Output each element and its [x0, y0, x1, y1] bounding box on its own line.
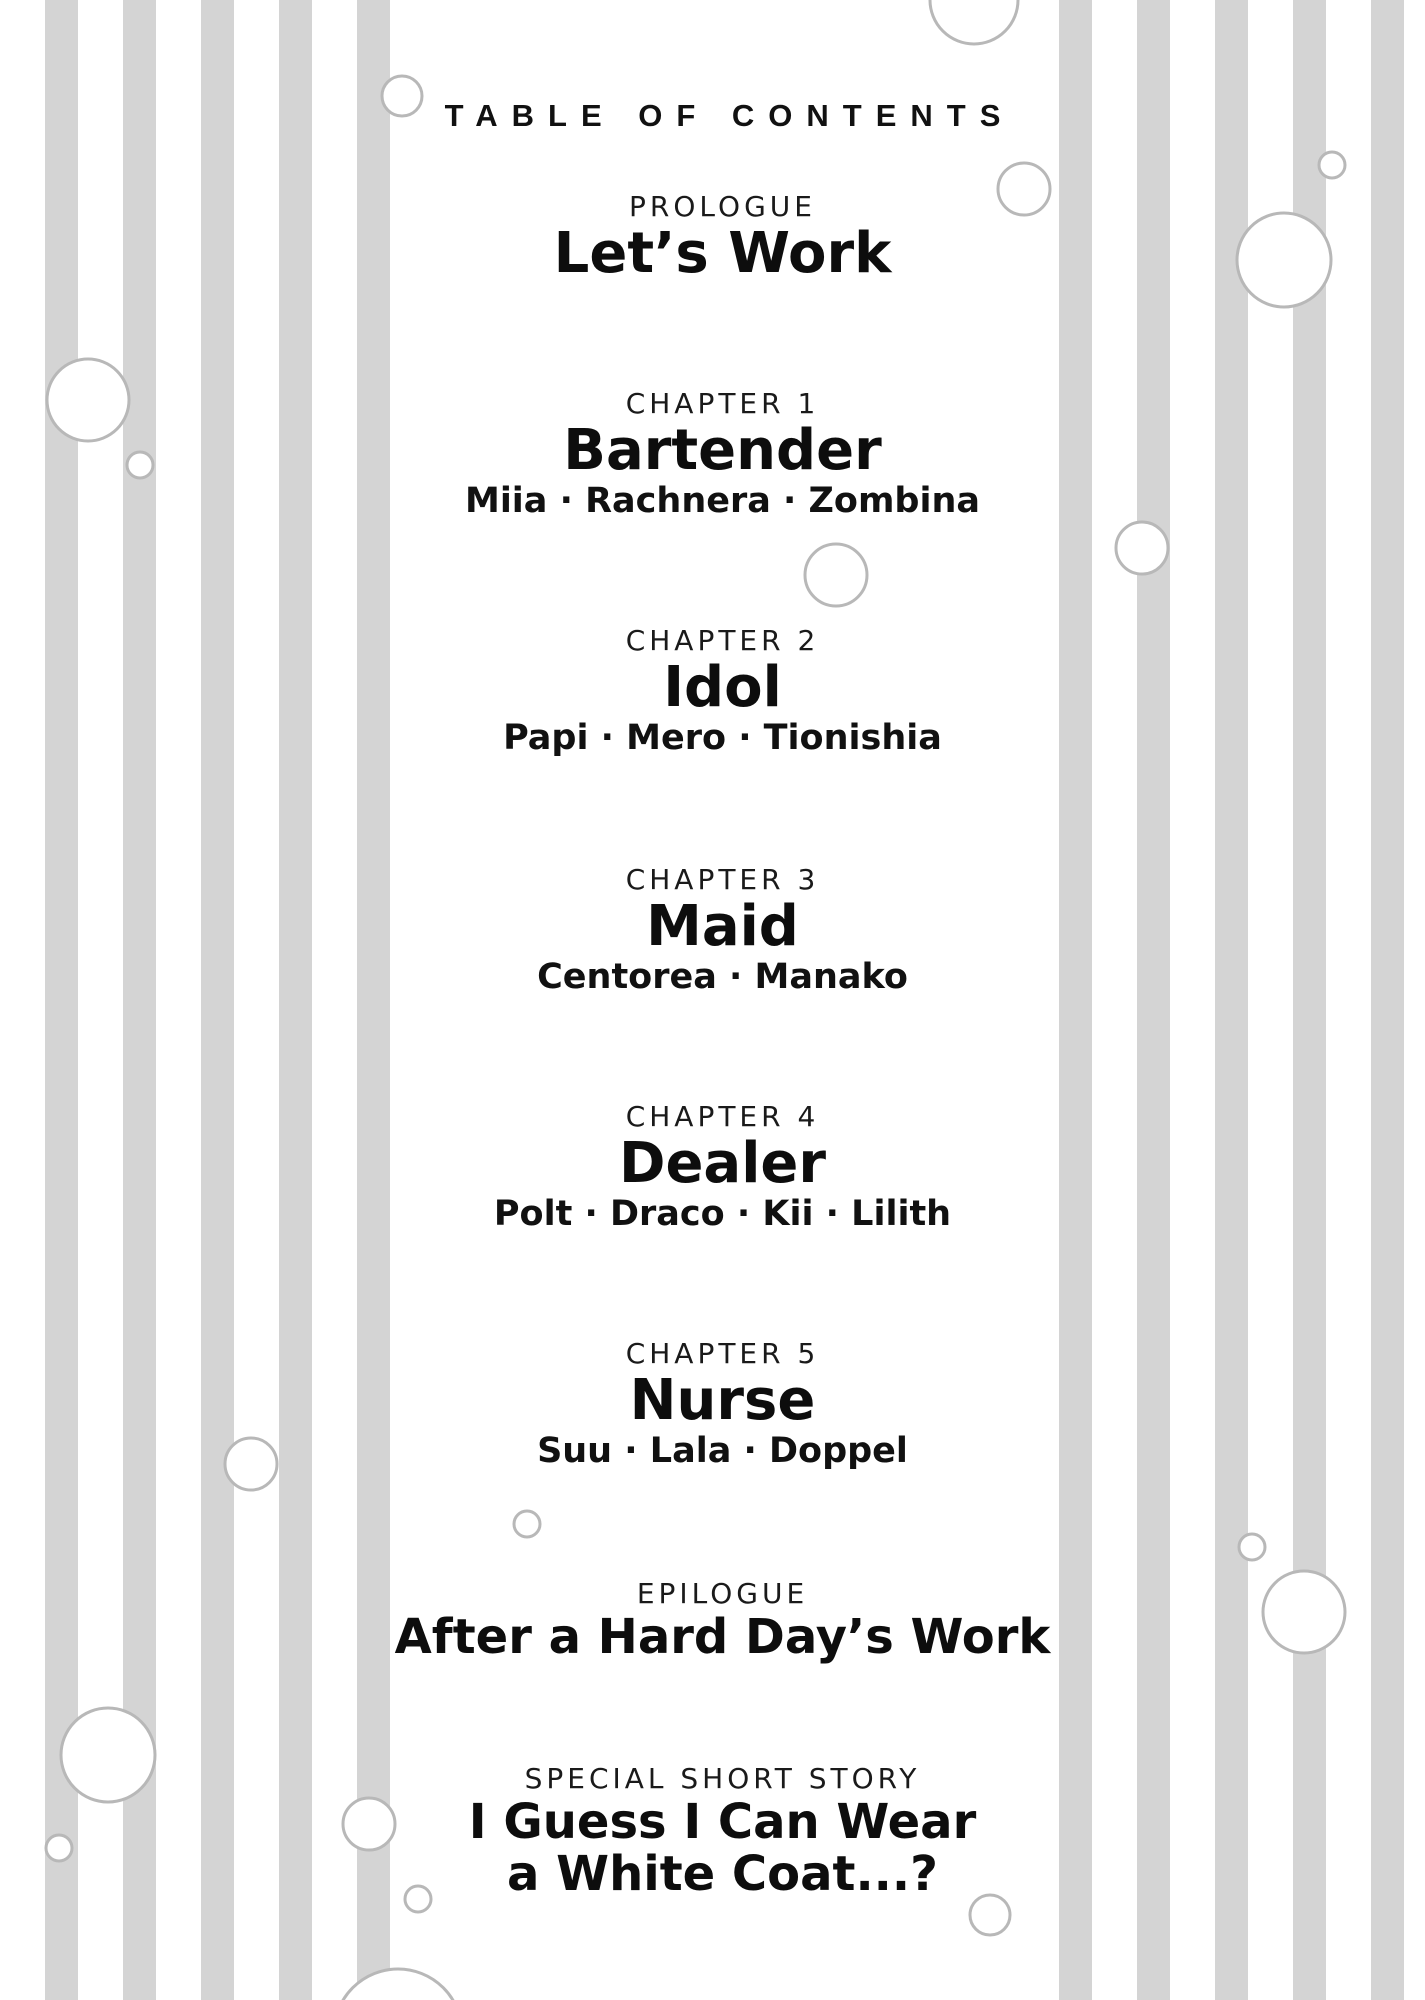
entry-kicker: CHAPTER 5 — [625, 1337, 820, 1370]
entry-kicker: CHAPTER 3 — [625, 863, 820, 896]
toc-entry-chapter-2 — [270, 624, 1175, 758]
entry-title: Maid — [646, 894, 799, 959]
entry-title: Idol — [663, 655, 782, 720]
entry-characters: Polt · Draco · Kii · Lilith — [493, 1194, 952, 1234]
entry-title: Bartender — [563, 418, 882, 483]
bubble — [127, 452, 153, 478]
bubble — [1237, 213, 1331, 307]
toc-entry-special-short-story — [270, 1762, 1175, 1900]
entry-title: Let’s Work — [553, 221, 892, 286]
entry-kicker: PROLOGUE — [629, 190, 816, 223]
toc-entry-prologue — [270, 190, 1175, 284]
bubble — [61, 1708, 155, 1802]
bubble — [1239, 1534, 1265, 1560]
toc-entry-chapter-1 — [270, 387, 1175, 521]
entry-characters: Suu · Lala · Doppel — [537, 1431, 908, 1471]
entry-title: After a Hard Day’s Work — [394, 1609, 1051, 1665]
entry-title: Dealer — [618, 1131, 827, 1196]
entry-kicker: SPECIAL SHORT STORY — [524, 1762, 921, 1795]
entry-characters: Centorea · Manako — [537, 957, 908, 997]
entry-kicker: CHAPTER 4 — [625, 1100, 820, 1133]
bubble — [46, 1835, 72, 1861]
bubble — [1263, 1571, 1345, 1653]
entry-characters: Papi · Mero · Tionishia — [503, 718, 942, 758]
toc-title: TABLE OF CONTENTS — [444, 98, 1015, 133]
bubble — [1319, 152, 1345, 178]
entry-kicker: CHAPTER 2 — [625, 624, 820, 657]
toc-entry-chapter-3 — [270, 863, 1175, 997]
entry-title: Nurse — [629, 1368, 816, 1433]
entry-title-line-1: I Guess I Can Wear — [468, 1794, 977, 1850]
bubble — [47, 359, 129, 441]
entry-title-line-2: a White Coat...? — [507, 1846, 938, 1902]
entry-kicker: EPILOGUE — [636, 1577, 809, 1610]
table-of-contents — [390, 0, 1055, 2000]
toc-entry-epilogue — [270, 1577, 1175, 1663]
toc-entry-chapter-5 — [270, 1337, 1175, 1471]
entry-characters: Miia · Rachnera · Zombina — [464, 481, 981, 521]
toc-entry-chapter-4 — [270, 1100, 1175, 1234]
bubble — [1116, 522, 1168, 574]
entry-kicker: CHAPTER 1 — [625, 387, 820, 420]
